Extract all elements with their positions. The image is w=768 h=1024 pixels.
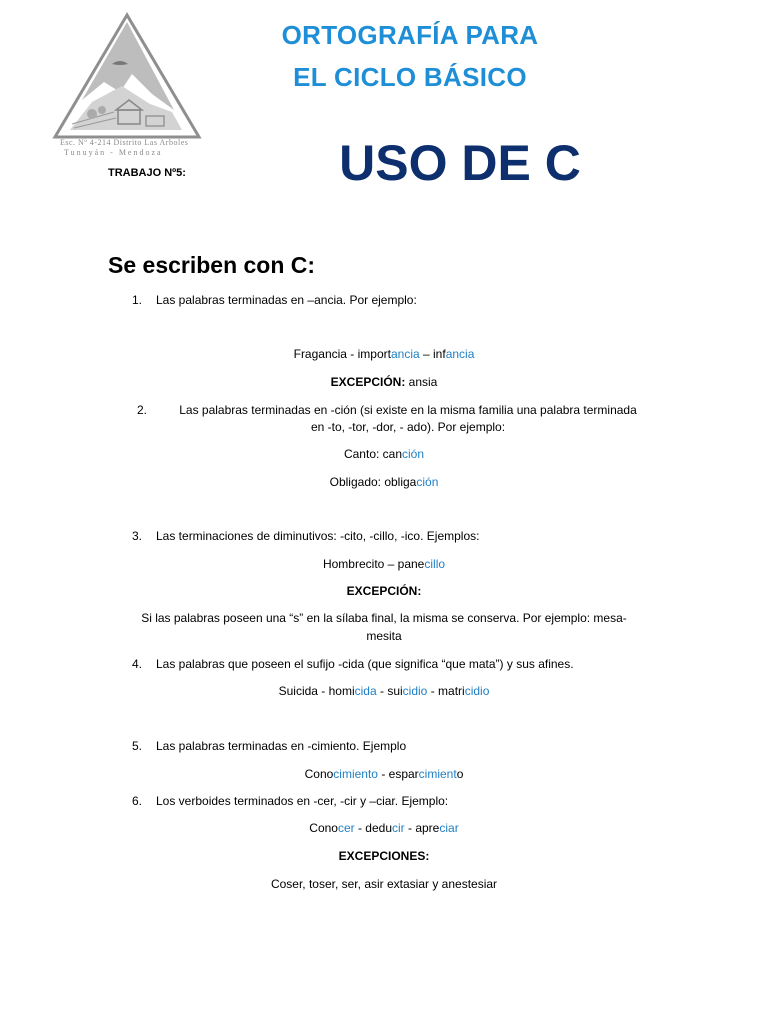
rule-6-exceptions-text: Coser, toser, ser, asir extasiar y anestesiar xyxy=(270,877,498,891)
rule-5-text: Las palabras terminadas en -cimiento. Ejemplo xyxy=(156,739,407,753)
rule-1-text: Las palabras terminadas en –ancia. Por ejemplo: xyxy=(156,293,417,307)
rule-4-example: Suicida - homicida - suicidio - matricidio xyxy=(278,684,490,698)
logo-text-location: Tunuyán - Mendoza xyxy=(64,148,163,157)
page-title: USO DE C xyxy=(339,135,581,191)
rule-6-example: Conocer - deducir - apreciar xyxy=(309,821,459,835)
rule-3-example: Hombrecito – panecillo xyxy=(322,557,446,571)
rule-3-exception-line-2: mesita xyxy=(366,629,402,643)
logo-text-school: Esc. Nº 4-214 Distrito Las Arboles xyxy=(60,138,189,147)
rule-3-text: Las terminaciones de diminutivos: -cito, -cillo, -ico. Ejemplos: xyxy=(156,529,480,543)
rule-1-exception: EXCEPCIÓN: ansia xyxy=(330,375,438,389)
rule-2-example-1: Canto: canción xyxy=(343,447,425,461)
rule-6-text: Los verboides terminados en -cer, -cir y –ciar. Ejemplo: xyxy=(156,794,449,808)
rule-1-example: Fragancia - importancia – infancia xyxy=(293,347,475,361)
rule-6-number: 6. xyxy=(132,794,143,808)
section-heading: Se escriben con C: xyxy=(108,252,316,278)
rule-2-number: 2. xyxy=(137,403,148,417)
rule-3-exception-label: EXCEPCIÓN: xyxy=(346,584,422,598)
rule-4-number: 4. xyxy=(132,657,143,671)
assignment-label: TRABAJO Nº5: xyxy=(108,167,186,179)
rule-3-number: 3. xyxy=(132,529,143,543)
title-line-2: EL CICLO BÁSICO xyxy=(293,62,527,92)
rule-4-text: Las palabras que poseen el sufijo -cida (que significa “que mata”) y sus afines. xyxy=(156,657,574,671)
rule-1-number: 1. xyxy=(132,293,143,307)
rule-5-example: Conocimiento - esparcimiento xyxy=(304,767,464,781)
title-line-1: ORTOGRAFÍA PARA xyxy=(281,20,539,50)
rule-2-text-line-1: Las palabras terminadas en -ción (si existe en la misma familia una palabra terminada xyxy=(179,403,637,417)
rule-6-exceptions-label: EXCEPCIONES: xyxy=(338,849,430,863)
rule-5-number: 5. xyxy=(132,739,143,753)
rule-2-text-line-2: en -to, -tor, -dor, - ado). Por ejemplo: xyxy=(310,420,506,434)
rule-2-example-2: Obligado: obligación xyxy=(329,475,439,489)
rule-3-exception-line-1: Si las palabras poseen una “s” en la sílaba final, la misma se conserva. Por ejemplo: mesa- xyxy=(141,611,627,625)
